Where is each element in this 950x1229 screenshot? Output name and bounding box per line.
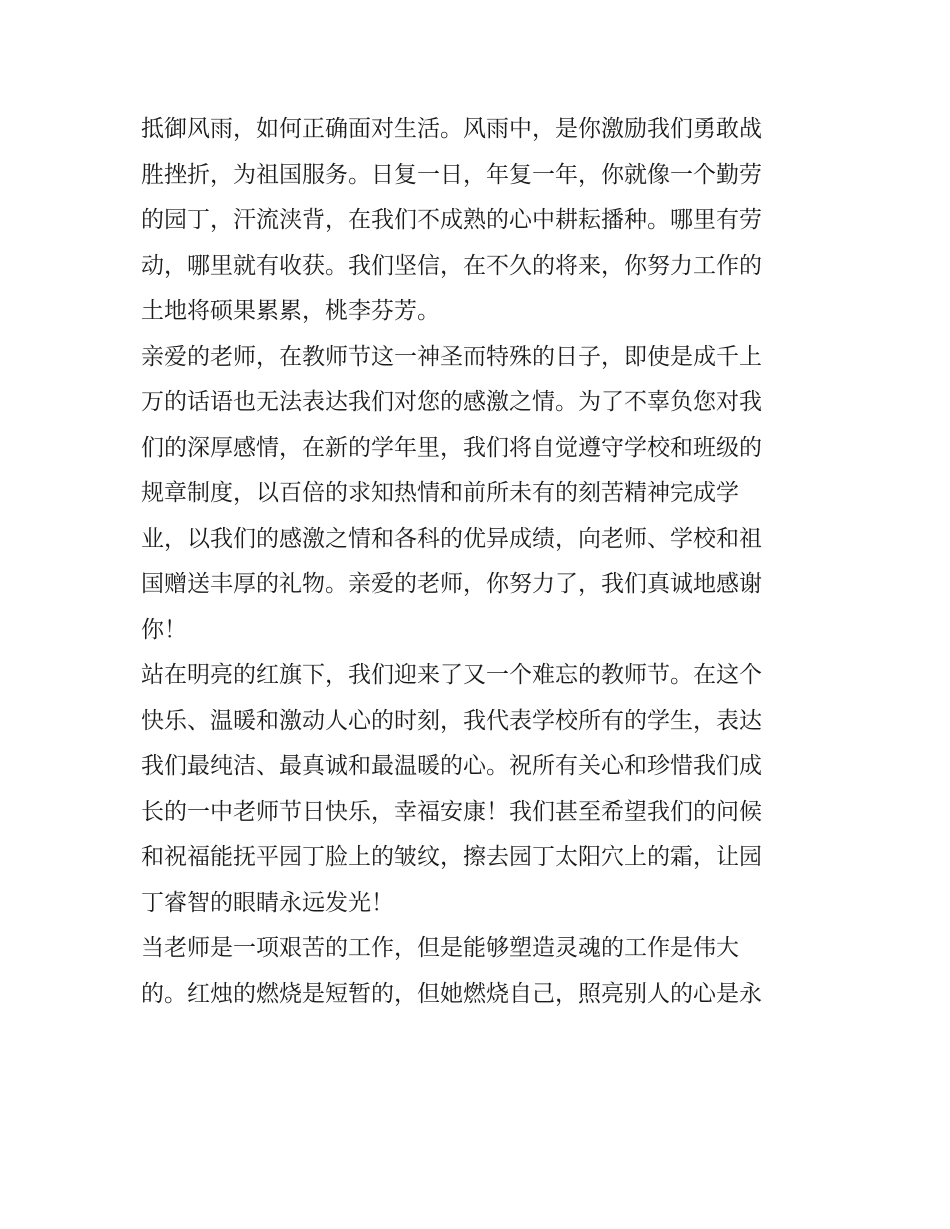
text-line: 万的话语也无法表达我们对您的感激之情。为了不辜负您对我 — [141, 389, 762, 415]
paragraph-2 — [141, 335, 813, 654]
paragraph-1 — [141, 107, 813, 335]
text-line: 们的深厚感情，在新的学年里，我们将自觉遵守学校和班级的 — [141, 434, 762, 461]
paragraph-4 — [141, 926, 813, 1017]
text-line: 胜挫折，为祖国服务。日复一日，年复一年，你就像一个勤劳 — [141, 161, 762, 188]
text-line: 抵御风雨，如何正确面对生活。风雨中，是你激励我们勇敢战 — [141, 116, 762, 142]
paragraph-3 — [141, 653, 813, 926]
text-line: 当老师是一项艰苦的工作，但是能够塑造灵魂的工作是伟大 — [141, 935, 739, 961]
text-line: 的。红烛的燃烧是短暂的，但她燃烧自己，照亮别人的心是永 — [141, 980, 762, 1007]
text-line: 我们最纯洁、最真诚和最温暖的心。祝所有关心和珍惜我们成 — [141, 753, 762, 779]
text-line: 规章制度，以百倍的求知热情和前所未有的刻苦精神完成学 — [141, 480, 739, 506]
text-line: 丁睿智的眼睛永远发光！ — [141, 889, 394, 916]
text-line: 动，哪里就有收获。我们坚信，在不久的将来，你努力工作的 — [141, 252, 762, 279]
text-line: 国赠送丰厚的礼物。亲爱的老师，你努力了，我们真诚地感谢 — [141, 571, 762, 597]
text-line: 你！ — [141, 616, 187, 643]
text-line: 亲爱的老师，在教师节这一神圣而特殊的日子，即使是成千上 — [141, 343, 762, 370]
text-line: 的园丁，汗流浃背，在我们不成熟的心中耕耘播种。哪里有劳 — [141, 207, 762, 233]
text-line: 业，以我们的感激之情和各科的优异成绩，向老师、学校和祖 — [141, 525, 762, 552]
document-body — [141, 107, 813, 1017]
text-line: 快乐、温暖和激动人心的时刻，我代表学校所有的学生，表达 — [141, 707, 762, 734]
text-line: 土地将硕果累累，桃李芬芳。 — [141, 298, 440, 324]
text-line: 站在明亮的红旗下，我们迎来了又一个难忘的教师节。在这个 — [141, 662, 762, 688]
text-line: 长的一中老师节日快乐，幸福安康！我们甚至希望我们的问候 — [141, 798, 762, 825]
text-line: 和祝福能抚平园丁脸上的皱纹，擦去园丁太阳穴上的霜，让园 — [141, 844, 762, 870]
